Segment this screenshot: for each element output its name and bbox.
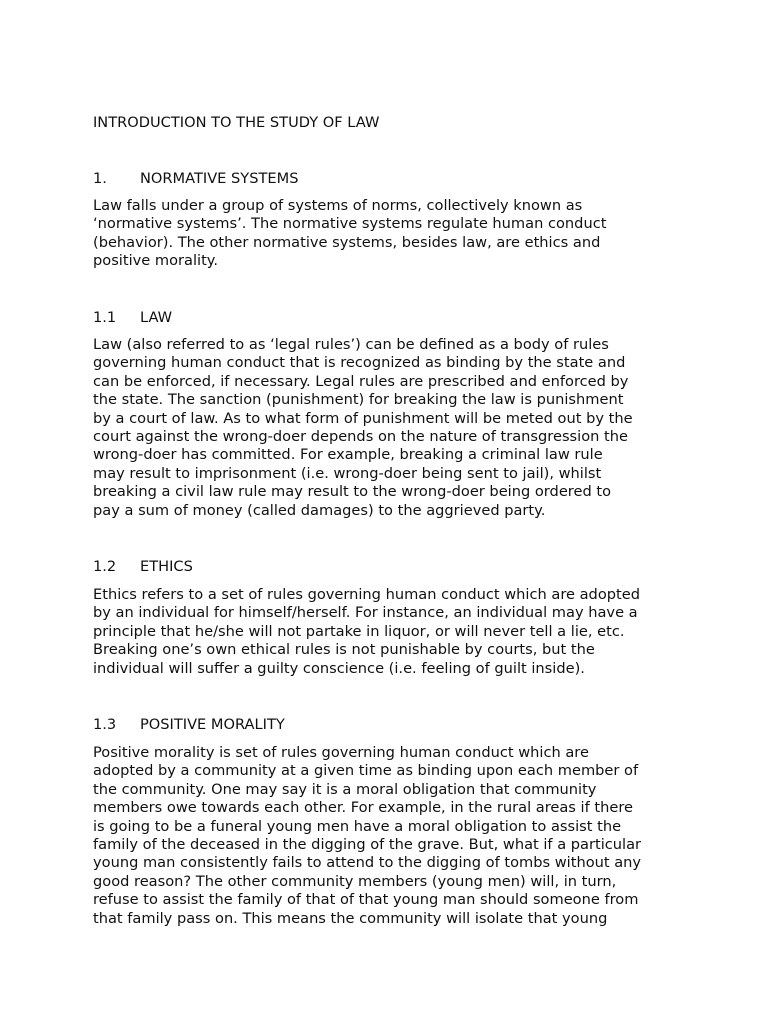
section-number: 1.1 — [93, 309, 117, 326]
section-heading-ethics — [93, 558, 193, 576]
paragraph-line: pay a sum of money (called damages) to the aggrieved party. — [93, 501, 546, 519]
paragraph-line: principle that he/she will not partake in liquor, or will never tell a lie, etc. — [93, 622, 625, 640]
paragraph-line: by a court of law. As to what form of punishment will be meted out by the — [93, 409, 633, 427]
paragraph-line: may result to imprisonment (i.e. wrong-doer being sent to jail), whilst — [93, 464, 602, 482]
paragraph-line: governing human conduct that is recognized as binding by the state and — [93, 354, 626, 372]
paragraph-normative-systems — [93, 197, 693, 271]
paragraph-line: the community. One may say it is a moral obligation that community — [93, 780, 597, 798]
paragraph-line: that family pass on. This means the community will isolate that young — [93, 909, 608, 927]
paragraph-line: can be enforced, if necessary. Legal rules are prescribed and enforced by — [93, 372, 629, 390]
document-page — [93, 0, 693, 1024]
paragraph-line: refuse to assist the family of that of that young man should someone from — [93, 891, 639, 909]
paragraph-line: wrong-doer has committed. For example, breaking a criminal law rule — [93, 446, 603, 464]
section-heading-text: NORMATIVE SYSTEMS — [140, 170, 299, 187]
paragraph-line: young man consistently fails to attend to the digging of tombs without any — [93, 854, 642, 872]
paragraph-law — [93, 336, 693, 520]
paragraph-line: Breaking one’s own ethical rules is not punishable by courts, but the — [93, 641, 595, 659]
paragraph-line: individual will suffer a guilty conscience (i.e. feeling of guilt inside). — [93, 659, 585, 677]
section-heading-positive-morality — [93, 716, 285, 734]
section-heading-normative-systems — [93, 170, 298, 188]
paragraph-line: good reason? The other community members (young men) will, in turn, — [93, 872, 617, 890]
paragraph-line: positive morality. — [93, 252, 218, 270]
paragraph-line: by an individual for himself/herself. For instance, an individual may have a — [93, 604, 638, 622]
paragraph-line: the state. The sanction (punishment) for breaking the law is punishment — [93, 391, 624, 409]
paragraph-line: Positive morality is set of rules governing human conduct which are — [93, 744, 589, 761]
paragraph-line: breaking a civil law rule may result to the wrong-doer being ordered to — [93, 483, 612, 501]
paragraph-ethics — [93, 586, 693, 678]
section-heading-text: LAW — [140, 309, 173, 326]
section-heading-text: ETHICS — [140, 558, 193, 575]
paragraph-line: Ethics refers to a set of rules governing human conduct which are adopted — [93, 586, 640, 603]
paragraph-line: (behavior). The other normative systems, besides law, are ethics and — [93, 233, 601, 251]
section-heading-text: POSITIVE MORALITY — [140, 716, 285, 733]
paragraph-line: court against the wrong-doer depends on the nature of transgression the — [93, 428, 628, 446]
paragraph-line: is going to be a funeral young men have a moral obligation to assist the — [93, 817, 622, 835]
paragraph-line: Law (also referred to as ‘legal rules’) can be defined as a body of rules — [93, 336, 609, 353]
section-number: 1.2 — [93, 558, 117, 575]
paragraph-line: ‘normative systems’. The normative systems regulate human conduct — [93, 215, 607, 233]
paragraph-positive-morality — [93, 744, 693, 928]
paragraph-line: family of the deceased in the digging of the grave. But, what if a particular — [93, 836, 642, 854]
section-number: 1. — [93, 170, 107, 187]
section-heading-law — [93, 309, 172, 327]
document-title: INTRODUCTION TO THE STUDY OF LAW — [93, 114, 380, 131]
paragraph-line: Law falls under a group of systems of norms, collectively known as — [93, 197, 583, 214]
paragraph-line: members owe towards each other. For example, in the rural areas if there — [93, 799, 633, 817]
paragraph-line: adopted by a community at a given time as binding upon each member of — [93, 762, 639, 780]
section-number: 1.3 — [93, 716, 117, 733]
